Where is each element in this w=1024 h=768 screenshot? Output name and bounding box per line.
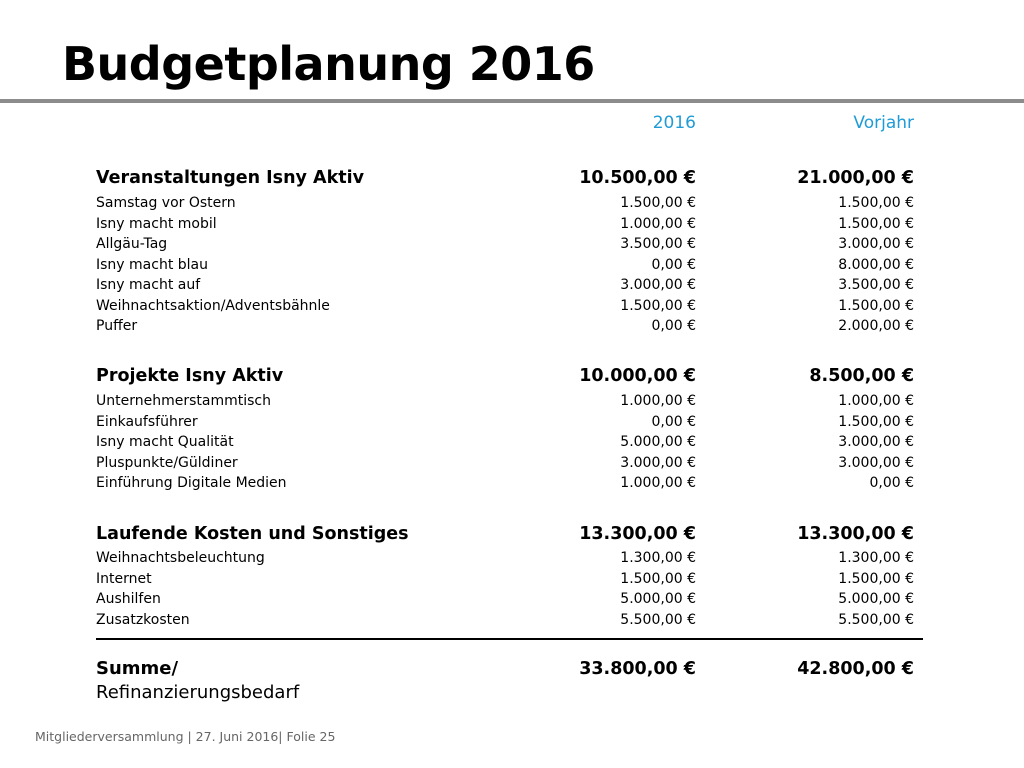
total-current: 33.800,00 € — [579, 659, 696, 679]
item-previous: 0,00 € — [869, 475, 914, 491]
item-previous: 1.300,00 € — [838, 550, 914, 566]
item-current: 1.000,00 € — [620, 393, 696, 409]
item-current: 3.000,00 € — [620, 277, 696, 293]
item-current: 1.300,00 € — [620, 550, 696, 566]
item-current: 1.000,00 € — [620, 215, 696, 232]
title-divider — [0, 99, 1024, 103]
item-label: Einkaufsführer — [96, 413, 198, 430]
item-label: Unternehmerstammtisch — [96, 393, 271, 409]
slide-title: Budgetplanung 2016 — [62, 37, 595, 91]
item-current: 1.000,00 € — [620, 475, 696, 491]
section-label: Projekte Isny Aktiv — [96, 366, 284, 386]
item-previous: 1.000,00 € — [838, 393, 914, 409]
item-previous: 1.500,00 € — [838, 297, 914, 314]
section-previous: 8.500,00 € — [809, 366, 914, 386]
total-label-line2: Refinanzierungsbedarf — [96, 682, 300, 703]
item-current: 1.500,00 € — [620, 195, 696, 211]
item-previous: 2.000,00 € — [838, 318, 914, 334]
total-label — [96, 657, 299, 705]
item-current: 5.500,00 € — [620, 611, 696, 628]
item-previous: 1.500,00 € — [838, 195, 914, 211]
item-label: Aushilfen — [96, 591, 161, 607]
item-current: 0,00 € — [651, 413, 696, 430]
item-label: Isny macht Qualität — [96, 434, 234, 450]
item-label: Samstag vor Ostern — [96, 195, 236, 211]
section-label: Veranstaltungen Isny Aktiv — [96, 168, 365, 188]
item-label: Isny macht blau — [96, 256, 208, 273]
item-previous: 5.500,00 € — [838, 611, 914, 628]
item-current: 5.000,00 € — [620, 591, 696, 607]
item-current: 3.000,00 € — [620, 454, 696, 471]
section-current: 10.500,00 € — [579, 168, 696, 188]
total-label-line1: Summe/ — [96, 658, 179, 679]
item-current: 1.500,00 € — [620, 297, 696, 314]
item-previous: 1.500,00 € — [838, 570, 914, 587]
item-label: Puffer — [96, 318, 138, 334]
section-current: 13.300,00 € — [579, 524, 696, 544]
section-previous: 13.300,00 € — [797, 524, 914, 544]
item-previous: 5.000,00 € — [838, 591, 914, 607]
item-label: Pluspunkte/Güldiner — [96, 454, 238, 471]
item-label: Isny macht auf — [96, 277, 201, 293]
slide-footer: Mitgliederversammlung | 27. Juni 2016| Folie 25 — [35, 729, 336, 744]
item-label: Weihnachtsbeleuchtung — [96, 550, 265, 566]
item-current: 1.500,00 € — [620, 570, 696, 587]
item-previous: 3.500,00 € — [838, 277, 914, 293]
item-label: Internet — [96, 570, 152, 587]
item-previous: 8.000,00 € — [838, 256, 914, 273]
total-previous: 42.800,00 € — [797, 659, 914, 679]
section-label: Laufende Kosten und Sonstiges — [96, 524, 409, 544]
section-current: 10.000,00 € — [579, 366, 696, 386]
column-header-2016: 2016 — [652, 113, 696, 133]
item-previous: 3.000,00 € — [838, 434, 914, 450]
section-previous: 21.000,00 € — [797, 168, 914, 188]
item-current: 5.000,00 € — [620, 434, 696, 450]
item-label: Zusatzkosten — [96, 611, 190, 628]
item-current: 3.500,00 € — [620, 236, 696, 252]
item-previous: 3.000,00 € — [838, 454, 914, 471]
item-label: Isny macht mobil — [96, 215, 217, 232]
total-divider — [96, 638, 923, 640]
item-previous: 1.500,00 € — [838, 215, 914, 232]
item-current: 0,00 € — [651, 256, 696, 273]
item-label: Einführung Digitale Medien — [96, 475, 287, 491]
item-label: Allgäu-Tag — [96, 236, 168, 252]
column-header-vorjahr: Vorjahr — [853, 113, 914, 133]
item-label: Weihnachtsaktion/Adventsbähnle — [96, 297, 330, 314]
item-previous: 1.500,00 € — [838, 413, 914, 430]
item-previous: 3.000,00 € — [838, 236, 914, 252]
item-current: 0,00 € — [651, 318, 696, 334]
